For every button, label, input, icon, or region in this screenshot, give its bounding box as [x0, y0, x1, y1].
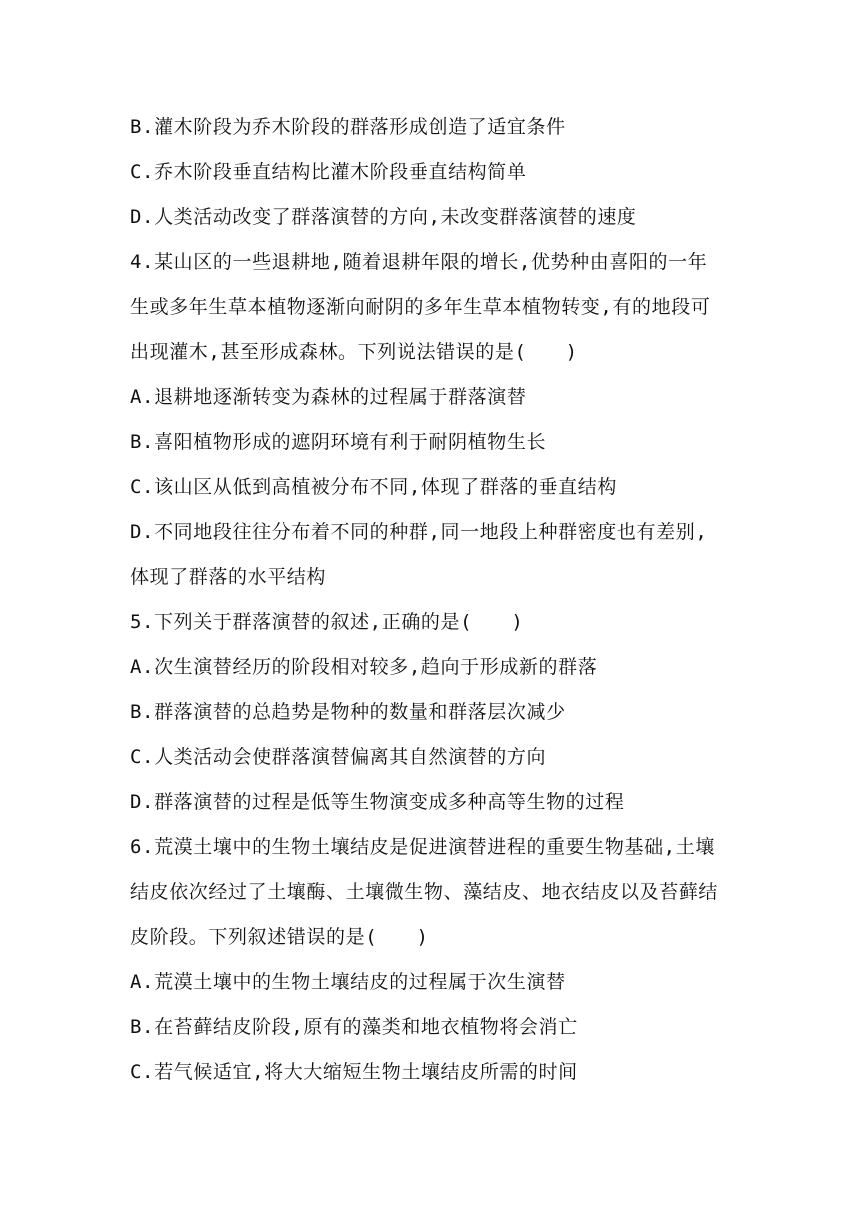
- text-line: D.群落演替的过程是低等生物演变成多种高等生物的过程: [130, 791, 625, 813]
- text-line: A.退耕地逐渐转变为森林的过程属于群落演替: [130, 386, 527, 408]
- text-line: A.次生演替经历的阶段相对较多,趋向于形成新的群落: [130, 656, 598, 678]
- text-line: 结皮依次经过了土壤酶、土壤微生物、藻结皮、地衣结皮以及苔藓结: [130, 881, 719, 903]
- text-line: B.喜阳植物形成的遮阴环境有利于耐阴植物生长: [130, 431, 547, 453]
- text-line: 生或多年生草本植物逐渐向耐阴的多年生草本植物转变,有的地段可: [130, 296, 711, 318]
- text-line: 体现了群落的水平结构: [130, 566, 327, 588]
- question-text: [130, 109, 740, 1099]
- text-line: 出现灌木,甚至形成森林。下列说法错误的是( ): [130, 341, 578, 363]
- text-line: C.乔木阶段垂直结构比灌木阶段垂直结构简单: [130, 161, 527, 183]
- text-line: 6.荒漠土壤中的生物土壤结皮是促进演替进程的重要生物基础,土壤: [130, 836, 715, 858]
- text-line: B.在苔藓结皮阶段,原有的藻类和地衣植物将会消亡: [130, 1016, 578, 1038]
- text-line: 4.某山区的一些退耕地,随着退耕年限的增长,优势种由喜阳的一年: [130, 251, 708, 273]
- text-line: B.群落演替的总趋势是物种的数量和群落层次减少: [130, 701, 566, 723]
- text-line: D.不同地段往往分布着不同的种群,同一地段上种群密度也有差别,: [130, 521, 708, 543]
- text-line: B.灌木阶段为乔木阶段的群落形成创造了适宜条件: [130, 116, 566, 138]
- text-line: C.该山区从低到高植被分布不同,体现了群落的垂直结构: [130, 476, 617, 498]
- text-line: 皮阶段。下列叙述错误的是( ): [130, 926, 429, 948]
- text-line: A.荒漠土壤中的生物土壤结皮的过程属于次生演替: [130, 971, 566, 993]
- text-line: 5.下列关于群落演替的叙述,正确的是( ): [130, 611, 524, 633]
- text-line: C.若气候适宜,将大大缩短生物土壤结皮所需的时间: [130, 1061, 578, 1083]
- text-line: C.人类活动会使群落演替偏离其自然演替的方向: [130, 746, 547, 768]
- text-line: D.人类活动改变了群落演替的方向,未改变群落演替的速度: [130, 206, 637, 228]
